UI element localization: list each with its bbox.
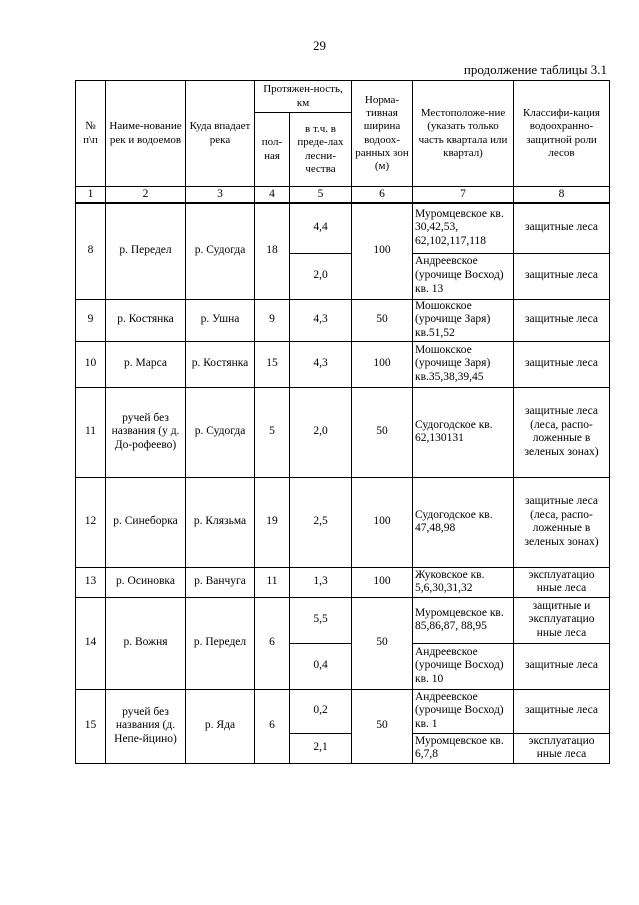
cell-length-within: 2,0: [290, 253, 352, 299]
cell-number: 15: [76, 689, 106, 763]
cell-length-full: 18: [255, 203, 290, 299]
cell-name: р. Синеборка: [106, 477, 186, 567]
cell-length-full: 6: [255, 597, 290, 689]
cell-length-within: 5,5: [290, 597, 352, 643]
cell-zone-width: 100: [352, 477, 413, 567]
cell-location: Андреевское (урочище Восход) кв. 10: [413, 643, 514, 689]
cell-classification: защитные леса: [514, 341, 610, 387]
cell-zone-width: 50: [352, 597, 413, 689]
cell-zone-width: 50: [352, 299, 413, 341]
header-length-full: пол-ная: [255, 113, 290, 187]
header-name: Наиме-нование рек и водоемов: [106, 81, 186, 187]
cell-number: 12: [76, 477, 106, 567]
cell-length-within: 2,1: [290, 733, 352, 763]
table-row: [76, 689, 610, 733]
col-number: 7: [413, 187, 514, 204]
cell-classification: эксплуатацио нные леса: [514, 567, 610, 597]
cell-length-full: 15: [255, 341, 290, 387]
cell-zone-width: 50: [352, 689, 413, 763]
cell-length-within: 0,4: [290, 643, 352, 689]
cell-number: 9: [76, 299, 106, 341]
cell-flows-into: р. Ушна: [186, 299, 255, 341]
col-number: 6: [352, 187, 413, 204]
cell-number: 8: [76, 203, 106, 299]
cell-zone-width: 100: [352, 203, 413, 299]
cell-classification: эксплуатацио нные леса: [514, 733, 610, 763]
table-continuation-caption: продолжение таблицы 3.1: [463, 62, 607, 77]
cell-flows-into: р. Клязьма: [186, 477, 255, 567]
cell-length-full: 19: [255, 477, 290, 567]
cell-location: Муромцевское кв. 6,7,8: [413, 733, 514, 763]
table-row: [76, 299, 610, 341]
cell-number: 13: [76, 567, 106, 597]
cell-classification: защитные леса: [514, 689, 610, 733]
cell-location: Муромцевское кв. 85,86,87, 88,95: [413, 597, 514, 643]
header-location: Местоположе-ние (указать только часть квартала или квартал): [413, 81, 514, 187]
cell-classification: защитные и эксплуатацио нные леса: [514, 597, 610, 643]
water-protection-table: [75, 80, 610, 764]
cell-flows-into: р. Яда: [186, 689, 255, 763]
cell-classification: защитные леса (леса, распо-ложенные в зеленых зонах): [514, 477, 610, 567]
cell-location: Судогодское кв. 62,130131: [413, 387, 514, 477]
table-row: [76, 477, 610, 567]
cell-name: ручей без названия (у д. До-рофеево): [106, 387, 186, 477]
cell-classification: защитные леса: [514, 299, 610, 341]
cell-length-full: 5: [255, 387, 290, 477]
cell-classification: защитные леса: [514, 643, 610, 689]
table-row: [76, 387, 610, 477]
cell-name: р. Марса: [106, 341, 186, 387]
header-length-within-forestry: в т.ч. в преде-лах лесни-чества: [290, 113, 352, 187]
cell-length-full: 6: [255, 689, 290, 763]
cell-length-within: 4,4: [290, 203, 352, 253]
cell-zone-width: 100: [352, 567, 413, 597]
cell-classification: защитные леса (леса, распо-ложенные в зеленых зонах): [514, 387, 610, 477]
cell-flows-into: р. Судогда: [186, 203, 255, 299]
cell-location: Мошокское (урочище Заря) кв.35,38,39,45: [413, 341, 514, 387]
cell-location: Андреевское (урочище Восход) кв. 1: [413, 689, 514, 733]
col-number: 1: [76, 187, 106, 204]
table-row: [76, 203, 610, 253]
cell-flows-into: р. Ванчуга: [186, 567, 255, 597]
cell-name: р. Передел: [106, 203, 186, 299]
cell-location: Мошокское (урочище Заря) кв.51,52: [413, 299, 514, 341]
col-number: 3: [186, 187, 255, 204]
cell-flows-into: р. Передел: [186, 597, 255, 689]
cell-flows-into: р. Костянка: [186, 341, 255, 387]
cell-length-within: 0,2: [290, 689, 352, 733]
cell-length-within: 4,3: [290, 341, 352, 387]
cell-length-within: 2,5: [290, 477, 352, 567]
header-classification: Классифи-кация водоохранно-защитной роли лесов: [514, 81, 610, 187]
table-row: [76, 341, 610, 387]
col-number: 8: [514, 187, 610, 204]
header-length: Протяжен-ность, км: [255, 81, 352, 113]
table-header: [76, 81, 610, 204]
header-zone-width: Норма-тивная ширина водоох-ранных зон (м): [352, 81, 413, 187]
cell-location: Судогодское кв. 47,48,98: [413, 477, 514, 567]
cell-zone-width: 50: [352, 387, 413, 477]
cell-name: р. Костянка: [106, 299, 186, 341]
table-row: [76, 597, 610, 643]
cell-zone-width: 100: [352, 341, 413, 387]
cell-classification: защитные леса: [514, 253, 610, 299]
cell-number: 11: [76, 387, 106, 477]
cell-length-full: 9: [255, 299, 290, 341]
cell-length-full: 11: [255, 567, 290, 597]
table-row: [76, 567, 610, 597]
col-number: 2: [106, 187, 186, 204]
cell-location: Муромцевское кв. 30,42,53, 62,102,117,118: [413, 203, 514, 253]
col-number: 4: [255, 187, 290, 204]
page-number: 29: [313, 38, 326, 53]
cell-location: Андреевское (урочище Восход) кв. 13: [413, 253, 514, 299]
cell-length-within: 4,3: [290, 299, 352, 341]
cell-name: р. Вожня: [106, 597, 186, 689]
cell-length-within: 2,0: [290, 387, 352, 477]
cell-number: 10: [76, 341, 106, 387]
cell-location: Жуковское кв. 5,6,30,31,32: [413, 567, 514, 597]
col-number: 5: [290, 187, 352, 204]
cell-length-within: 1,3: [290, 567, 352, 597]
header-flows-into: Куда впадает река: [186, 81, 255, 187]
column-number-row: [76, 187, 610, 204]
cell-name: ручей без названия (д. Непе-йцино): [106, 689, 186, 763]
cell-flows-into: р. Судогда: [186, 387, 255, 477]
cell-classification: защитные леса: [514, 203, 610, 253]
table-body: [76, 203, 610, 763]
header-number: № п\п: [76, 81, 106, 187]
cell-number: 14: [76, 597, 106, 689]
cell-name: р. Осиновка: [106, 567, 186, 597]
